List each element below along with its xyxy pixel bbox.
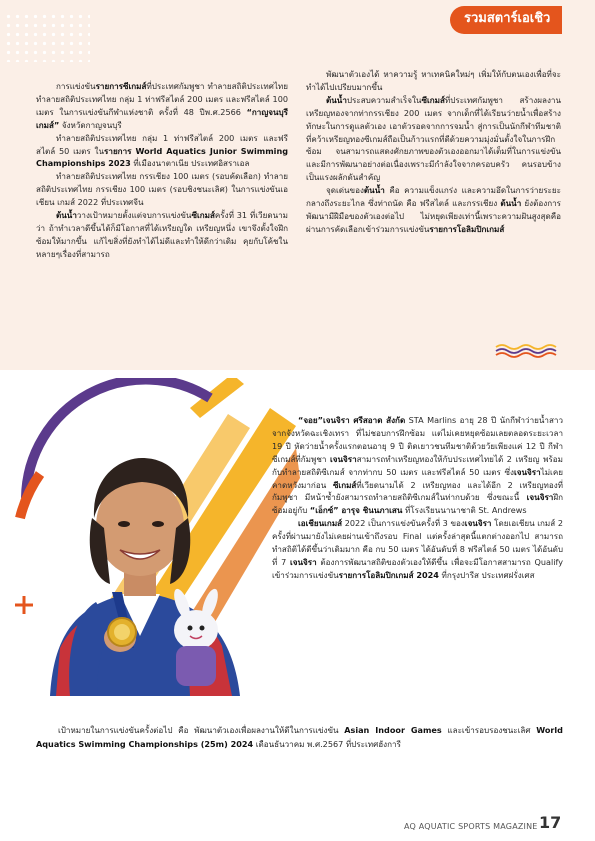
text: คือ ความแข็งแกร่ง และความอึดในการว่ายระยะกลางถึงระยะไกล ซึ่งท่าถนัด คือ ฟรีสไตล์ และกรรเชียง — [306, 185, 561, 209]
article-column-left — [36, 80, 288, 261]
text: จุดเด่นของ — [326, 185, 364, 196]
bold-text: รายการซีเกมส์ — [95, 81, 147, 91]
text: ต้องการพัฒนาสถิติของตัวเองให้ดีขึ้น เพื่อจะมีโอกาสสามารถ Qualify เข้าร่วมการแข่งขัน — [272, 556, 563, 580]
bold-text: เจนจิรา — [513, 466, 541, 477]
paragraph — [36, 209, 288, 261]
paragraph — [272, 517, 563, 582]
paragraph — [36, 170, 288, 209]
bold-text: เจนจิรา — [329, 453, 357, 464]
article-column-right — [306, 68, 561, 236]
paragraph — [306, 184, 561, 236]
bold-text: รายการโอลิมปิกเกมส์ 2024 — [338, 569, 439, 580]
text: พัฒนาตัวเองได้ หาความรู้ หาเทคนิคใหม่ๆ เพิ่มให้กับตนเองเพื่อที่จะทำได้ไปเปรียบมากขึ้น — [306, 69, 561, 92]
text: ฝึกซ้อมอยู่กับ — [272, 492, 563, 516]
bold-text: ซีเกมส์ — [191, 210, 215, 221]
text: ไม่เคยคาดหวังมาก่อน — [272, 466, 563, 490]
text: ที่โรงเรียนนานาชาติ St. Andrews — [402, 505, 527, 516]
text: ทำลายสถิติประเทศไทย กลุ่ม 1 ท่าฟรีสไตล์ 200 เมตร และฟรีสไตล์ 50 เมตร ใน — [36, 132, 288, 156]
text: จังหวัดกาญจนบุรี — [59, 119, 122, 130]
text: ครั้งที่ 31 ที่เวียดนามว่า ถ้าทำเวลาดีขึ้นได้ก็มีโอกาสที่ได้เหรียญใด เหรียญหนึ่ง เขาจึงตั้งใจฝึกซ้อมให้มากขึ้น แก้ไขสิ่งที่ยังทำได้ไม่ดีและทำให้ดีกว่าเดิม คุยกับโค้ชในหลายๆเรื่องที่สามารถ — [36, 210, 288, 259]
text: การแข่งขัน — [56, 81, 96, 91]
text: ที่ประเทศกัมพูชา ทำลายสถิติประเทศไทย ทำลายสถิติประเทศไทย กลุ่ม 1 ท่าฟรีสไตล์ 200 เมตร และฟรีสไตล์ 100 เมตร ในการแข่งขันกีฬาแห่งชาติ ครั้งที่ 48 ปีพ.ศ.2566 — [36, 81, 288, 117]
text: วางเป้าหมายตั้งแต่จบการแข่งขัน — [76, 210, 192, 221]
magazine-name: AQ AQUATIC SPORTS MAGAZINE — [404, 822, 538, 831]
paragraph — [36, 80, 288, 132]
bold-text: รายการ World Aquatics Junior Swimming Championships 2023 — [36, 145, 288, 169]
paragraph — [36, 132, 288, 171]
text: ที่กรุงปารีส ประเทศฝรั่งเศส — [438, 569, 535, 580]
bold-text: “เอ็กซ์” อารุจ ชินนภาเสน — [309, 505, 403, 516]
text: ทำลายสถิติประเทศไทย กรรเชียง 100 เมตร (รอบคัดเลือก) ทำลายสถิติประเทศไทย กรรเชียง 100 เมตร (รอบชิงชนะเลิศ) ในการแข่งขันเอเชียน เกมส์ 2022 ที่ประเทศจีน — [36, 171, 288, 208]
section-tag-label: รวมสตาร์เอเชิว — [464, 11, 551, 26]
text: สามารถทำเหรียญทองให้กับประเทศไทยได้ 2 เหรียญ พร้อมกับทำลายสถิติซีเกมส์ จากท่ากบ 50 เมตร และฟรีสไตล์ 50 เมตร ซึ่ง — [272, 453, 564, 477]
page-number: 17 — [539, 813, 562, 832]
text: 2022 เป็นการแข่งขันครั้งที่ 3 ของ — [342, 518, 465, 529]
paragraph — [306, 68, 561, 94]
text: ที่เวียดนามได้ 2 เหรียญทอง และได้อีก 2 เหรียญทองที่กัมพูชา มีหน้าซ้ำยังสามารถทำลายสถิติซีเกมส์ในท่ากบด้วย ซึ่งขณะนี้ — [272, 479, 564, 503]
bold-text: ต้นน้ำ — [363, 185, 385, 196]
bold-text: ซีเกมส์ — [421, 94, 445, 105]
mascot-doll-icon — [171, 587, 221, 686]
athlete-photo — [0, 378, 300, 696]
text: ที่เมืองนาตาเนีย ประเทศอิสราเอล — [130, 158, 250, 169]
text: ประสบความสำเร็จใน — [346, 94, 422, 105]
text: ที่ประเทศกัมพูชา สร้างผลงานเหรียญทองจากท่ากรรเชียง 200 เมตร จากเด็กที่ได้เรียนว่ายน้ำเพื่อสร้างทักษะในการดูแลตัวเอง เอาตัวรอดจากการจมน้ำ สู่การเป็นนักกีฬาทีมชาติที่คว้าเหรียญทองซีเกมส์ถือเป็นก้าวแรกที่ดีด้วยความมุ่งมั่นตั้งใจในการฝึกซ้อม จนสามารถแสดงศักยภาพของตัวเองออกมาได้เต็มที่ในการแข่งขัน และมีการพัฒนาอย่างต่อเนื่องเพราะมีกำลังใจจากครอบครัว คนรอบข้าง เป็นแรงผลักดันสำคัญ — [306, 94, 561, 183]
text: โดยเอเชียน เกมส์ 2 ครั้งที่ผ่านมายังไม่เคยผ่านเข้าถึงรอบ Final แต่ครั้งล่าสุดนี้แตกต่างออกไป สามารถทำสถิติได้ดีขึ้นว่าเดิมมาก คือ กบ 50 เมตร ได้อันดับที่ 8 ฟรีสไตล์ 50 เมตร ได้อันดับที่ 7 — [272, 518, 563, 567]
text: เดือนธันวาคม พ.ศ.2567 ที่ประเทศฮังการี — [253, 738, 401, 749]
bold-text: เจนจิรา — [464, 518, 492, 529]
bold-text: เจนจิรา — [526, 492, 554, 503]
bold-text: Asian Indoor Games — [344, 725, 442, 735]
text: ยังต้องการพัฒนามีฝีมือของตัวเองต่อไป ไม่หยุดเพียงเท่านี้เพราะความฝันสูงสุดคือ ผ่านการคัดเลือกเข้าร่วมการแข่งขัน — [306, 198, 561, 234]
bold-text: ต้นน้ำ — [326, 94, 347, 105]
bold-text: “กาญจนบุรี เกมส์” — [36, 106, 288, 130]
text: และเข้ารอบรองชนะเลิศ — [441, 725, 537, 735]
text: STA Marlins อายุ 28 ปี นักกีฬาว่ายน้ำสาวจากจังหวัดฉะเชิงเทรา ที่ไม่ชอบการฝึกซ้อม แต่ไม่เคยหยุดซ้อมเลยตลอดระยะเวลา 19 ปี หัดว่ายน้ำครั้งแรกตอนอายุ 9 ปี ติดเยาวชนทีมชาติด้วยวัยเพียงแค่ 12 ปี กีฬาซีเกมส์ที่กัมพูชา — [272, 415, 563, 464]
plus-icon — [15, 596, 33, 614]
paragraph — [272, 414, 563, 517]
paragraph — [36, 724, 563, 751]
bold-text: ซีเกมส์ — [332, 479, 357, 490]
wave-decoration-icon — [494, 343, 560, 359]
bold-text: เอเชียนเกมส์ — [298, 518, 343, 529]
athlete-bio-text — [272, 414, 563, 582]
bold-text: เจนจิรา — [289, 556, 317, 567]
dot-pattern-decoration — [4, 12, 90, 62]
bold-text: World Aquatics Swimming Championships (25m) 2024 — [36, 725, 563, 749]
bold-text: ต้นน้ำ — [500, 198, 522, 209]
bold-text: ต้นน้ำ — [56, 210, 77, 221]
bold-text: รายการโอลิมปิกเกมส์ — [429, 223, 505, 234]
bold-text: “จอย”เจนจิรา ศรีสอาด สังกัด — [298, 415, 406, 425]
small-stripe-decoration — [190, 378, 244, 418]
paragraph — [306, 94, 561, 184]
text: เป้าหมายในการแข่งขันครั้งต่อไป คือ พัฒนาตัวเองเพื่อผลงานให้ดีในการแข่งขัน — [58, 725, 345, 735]
athlete-goal-text — [36, 724, 563, 751]
